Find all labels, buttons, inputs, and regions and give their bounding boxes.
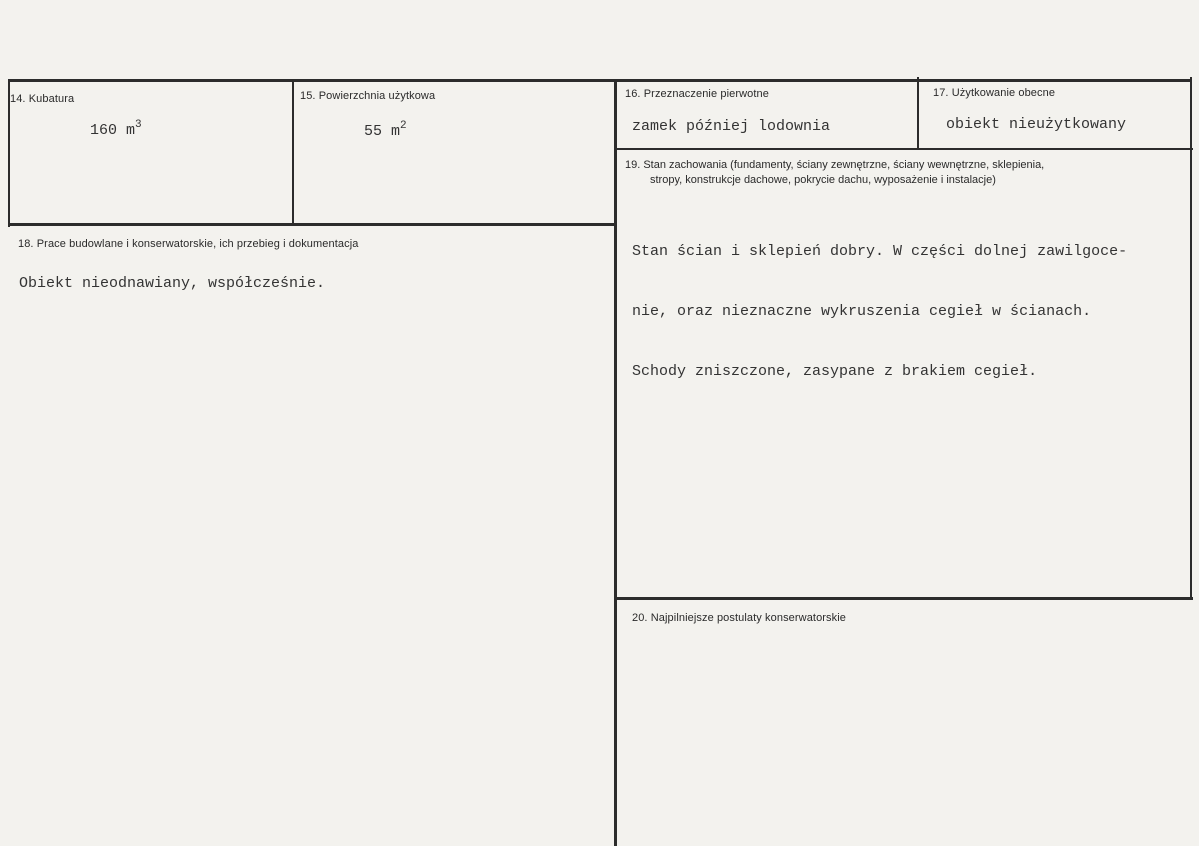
field-19-label xyxy=(625,158,1185,188)
field-17-label: 17. Użytkowanie obecne xyxy=(933,87,1056,99)
field-15-label: 15. Powierzchnia użytkowa xyxy=(300,90,436,102)
area-value: 55 m xyxy=(364,123,401,140)
field-18-label: 18. Prace budowlane i konserwatorskie, ich przebieg i dokumentacja xyxy=(18,238,359,250)
divider-14-15 xyxy=(292,80,294,225)
field-19-value xyxy=(632,202,1127,422)
divider-16-17 xyxy=(917,77,919,150)
field-17-value: obiekt nieużytkowany xyxy=(946,116,1127,133)
field-14-label: 14. Kubatura xyxy=(10,93,75,105)
area-unit-exponent: 2 xyxy=(400,120,407,132)
top-rule xyxy=(8,79,1191,82)
field-19-line-2: nie, oraz nieznaczne wykruszenia cegieł w ścianach. xyxy=(632,303,1092,320)
field-15-value xyxy=(364,121,407,140)
field-19-line-1: Stan ścian i sklepień dobry. W części dolnej zawilgoce- xyxy=(632,243,1128,260)
field-14-value xyxy=(90,120,142,139)
rule-under-14-15 xyxy=(8,223,617,226)
field-16-label: 16. Przeznaczenie pierwotne xyxy=(625,88,769,100)
field-19-label-line2: stropy, konstrukcje dachowe, pokrycie dachu, wyposażenie i instalacje) xyxy=(650,174,996,186)
kubatura-value: 160 m xyxy=(90,122,136,139)
center-divider xyxy=(614,80,617,846)
field-20-label: 20. Najpilniejsze postulaty konserwatorskie xyxy=(632,612,847,624)
rule-under-16-17 xyxy=(616,148,1193,150)
field-19-line-3: Schody zniszczone, zasypane z brakiem cegieł. xyxy=(632,363,1038,380)
field-19-label-line1: 19. Stan zachowania (fundamenty, ściany zewnętrzne, ściany wewnętrzne, sklepienia, xyxy=(625,159,1045,171)
kubatura-unit-exponent: 3 xyxy=(135,119,142,131)
rule-above-20 xyxy=(616,597,1193,600)
field-16-value: zamek później lodownia xyxy=(632,118,831,135)
field-18-value: Obiekt nieodnawiany, współcześnie. xyxy=(19,275,326,292)
right-rule xyxy=(1190,77,1192,599)
